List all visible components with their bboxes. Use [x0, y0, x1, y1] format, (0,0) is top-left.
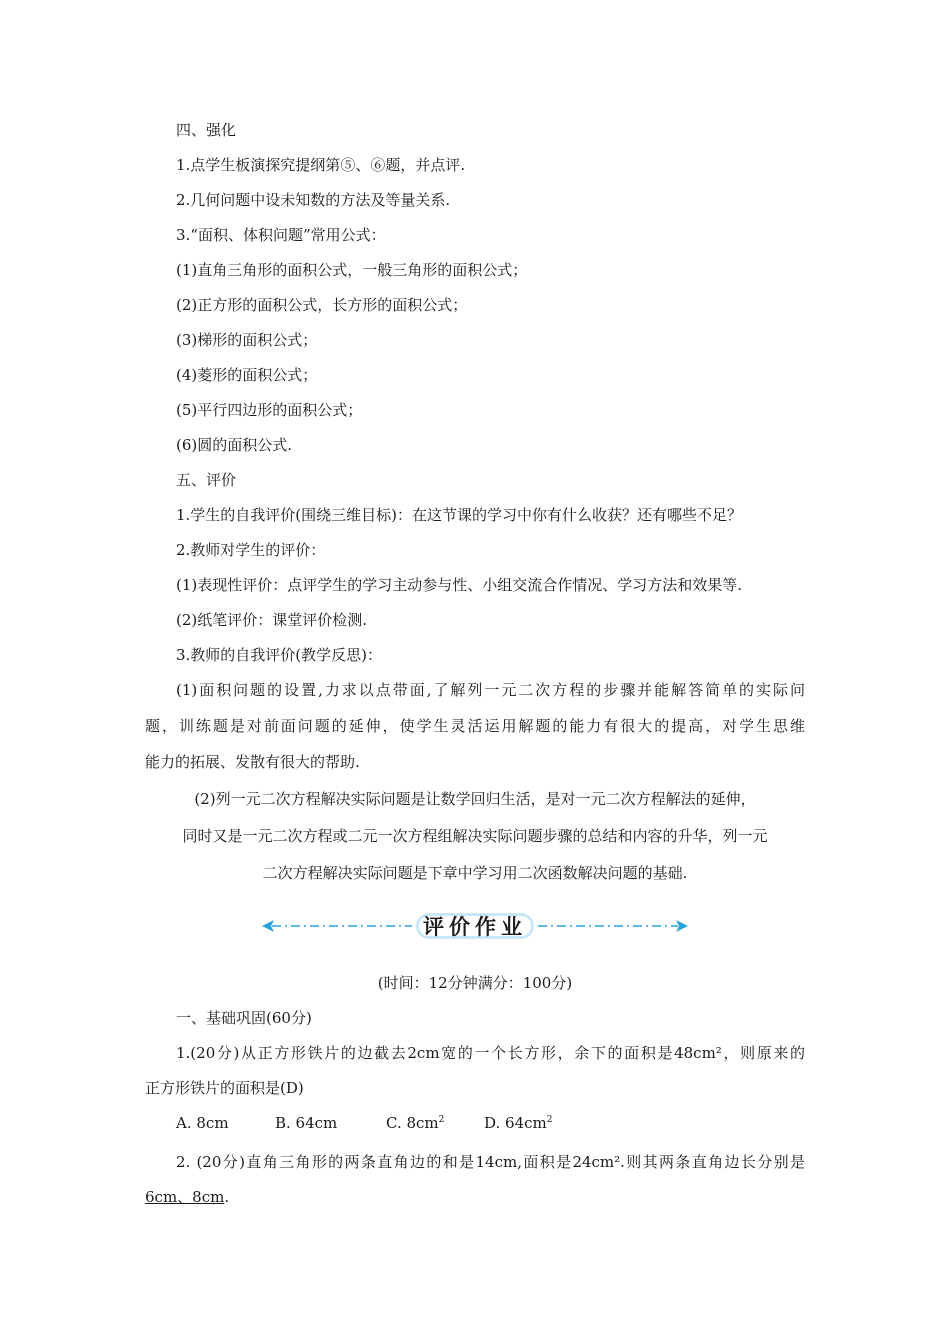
option-b: B. 64cm — [275, 1114, 338, 1132]
evaluation-item-2-1: (1)表现性评价：点评学生的学习主动参与性、小组交流合作情况、学习方法和效果等. — [176, 576, 743, 594]
option-d-text: D. 64cm — [484, 1114, 547, 1132]
question-2-answer-line — [145, 1187, 229, 1207]
formula-item: (2)正方形的面积公式，长方形的面积公式； — [176, 296, 468, 314]
section-heading-strengthen: 四、强化 — [176, 121, 237, 139]
option-c-exponent: 2 — [438, 1115, 445, 1125]
formula-item: (5)平行四边形的面积公式； — [176, 401, 363, 419]
option-c — [386, 1113, 444, 1133]
question-2-line: 2. (20分)直角三角形的两条直角边的和是14cm,面积是24cm².则其两条直角边长分别是 — [176, 1153, 805, 1171]
option-d-exponent: 2 — [546, 1115, 553, 1125]
reflection-1-line: 能力的拓展、发散有很大的帮助. — [145, 753, 360, 771]
formula-item: (4)菱形的面积公式； — [176, 366, 318, 384]
part1-heading: 一、基础巩固(60分) — [176, 1009, 312, 1027]
reflection-1-line: (1)面积问题的设置,力求以点带面,了解列一元二次方程的步骤并能解答简单的实际问 — [176, 681, 805, 699]
question-1-line: 正方形铁片的面积是(D) — [145, 1079, 304, 1097]
banner-title: 评价作业 — [423, 915, 527, 939]
banner-right-arrow — [538, 920, 688, 932]
strengthen-item-2: 2.几何问题中设未知数的方法及等量关系. — [176, 191, 451, 209]
banner-left-arrow — [262, 920, 412, 932]
question-1-line: 1.(20分)从正方形铁片的边截去2cm宽的一个长方形，余下的面积是48cm²，则原来的 — [176, 1044, 805, 1062]
question-2-answer: 6cm、8cm — [145, 1188, 225, 1206]
option-d — [484, 1113, 552, 1133]
strengthen-item-1: 1.点学生板演探究提纲第⑤、⑥题，并点评. — [176, 156, 466, 174]
reflection-2-line: 同时又是一元二次方程或二元一次方程组解决实际问题步骤的总结和内容的升华，列一元 — [182, 827, 768, 845]
formula-item: (6)圆的面积公式. — [176, 436, 293, 454]
evaluation-item-1: 1.学生的自我评价(围绕三维目标)：在这节课的学习中你有什么收获？还有哪些不足？ — [176, 506, 743, 524]
evaluation-item-3: 3.教师的自我评价(教学反思)： — [176, 646, 383, 664]
reflection-1-line: 题，训练题是对前面问题的延伸，使学生灵活运用解题的能力有很大的提高，对学生思维 — [145, 717, 805, 735]
time-note: (时间：12分钟满分：100分) — [377, 974, 573, 992]
strengthen-item-3: 3.“面积、体积问题”常用公式： — [176, 226, 386, 244]
section-heading-evaluation: 五、评价 — [176, 471, 237, 489]
evaluation-item-2-2: (2)纸笔评价：课堂评价检测. — [176, 611, 368, 629]
evaluation-item-2: 2.教师对学生的评价： — [176, 541, 326, 559]
reflection-2-line: (2)列一元二次方程解决实际问题是让数学回归生活，是对一元二次方程解法的延伸， — [194, 790, 756, 808]
formula-item: (1)直角三角形的面积公式，一般三角形的面积公式； — [176, 261, 528, 279]
option-c-text: C. 8cm — [386, 1114, 439, 1132]
formula-item: (3)梯形的面积公式； — [176, 331, 318, 349]
option-a: A. 8cm — [176, 1114, 229, 1132]
question-2-end: . — [224, 1188, 230, 1206]
banner-title-wrap — [416, 910, 534, 942]
reflection-2-line: 二次方程解决实际问题是下章中学习用二次函数解决问题的基础. — [262, 864, 688, 882]
